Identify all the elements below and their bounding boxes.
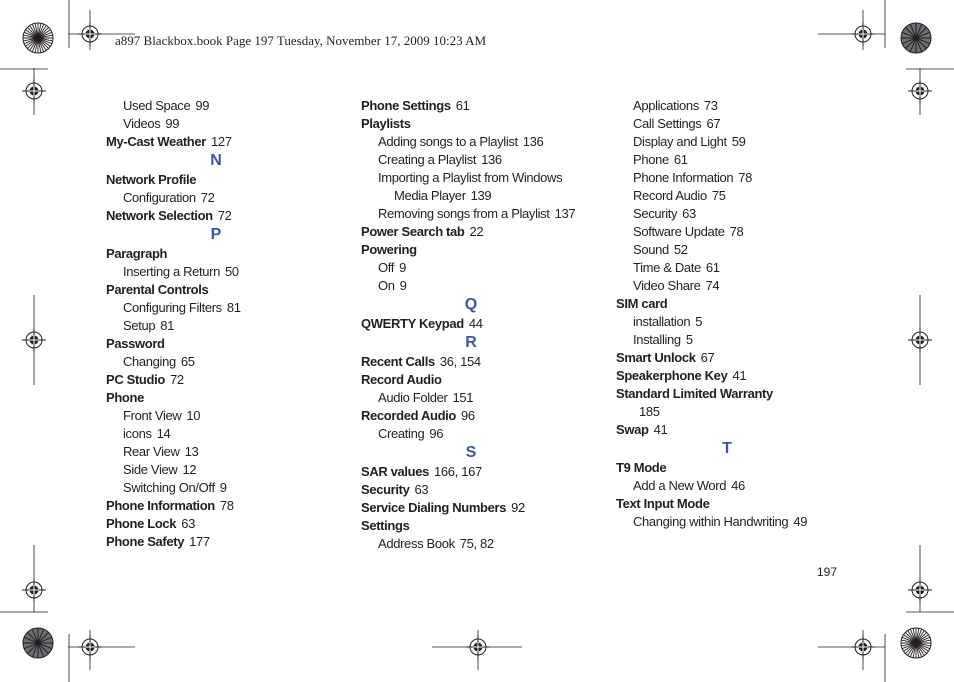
index-entry [106,515,336,533]
index-term: Smart Unlock [616,350,696,365]
index-term: Call Settings [633,116,702,131]
index-subentry [106,189,336,207]
index-term: Importing a Playlist from Windows [378,170,563,185]
page-reference: 99 [195,98,210,113]
page-reference: 61 [455,98,470,113]
index-term: PC Studio [106,372,165,387]
page-reference: 67 [706,116,721,131]
index-term: Phone [633,152,669,167]
index-subentry [106,97,336,115]
index-term: Configuring Filters [123,300,222,315]
page-reference: 63 [682,206,696,221]
page-reference: 49 [793,514,808,529]
index-term: Phone Safety [106,534,185,549]
index-subentry [106,263,336,281]
index-term: My-Cast Weather [106,134,206,149]
page-reference: 50 [225,264,239,279]
page-reference: 61 [673,152,688,167]
index-subentry [616,133,856,151]
index-term: Used Space [123,98,191,113]
section-letter-heading: Q [464,296,478,313]
page-reference: 13 [184,444,199,459]
page-reference: 65 [180,354,195,369]
index-subentry [361,277,601,295]
index-subentry [361,151,601,169]
index-term: Phone [106,390,144,405]
page-reference: 136 [522,134,544,149]
page-reference: 41 [653,422,668,437]
index-entry [616,495,856,513]
index-subentry [106,479,336,497]
index-subentry [361,133,601,151]
index-term: Paragraph [106,246,168,261]
index-subentry [616,97,856,115]
index-term: Recorded Audio [361,408,457,423]
page-reference: 96 [461,408,475,423]
index-term: Software Update [633,224,725,239]
index-column-3 [616,97,856,531]
page-reference: 63 [181,516,195,531]
index-term: SAR values [361,464,430,479]
index-entry [361,481,601,499]
print-slug-header: a897 Blackbox.book Page 197 Tuesday, November 17, 2009 10:23 AM [115,33,487,48]
index-term: Security [633,206,678,221]
section-letter-heading: T [722,440,732,457]
page-reference: 75 [711,188,726,203]
index-entry [361,241,601,259]
index-term: Password [106,336,165,351]
page-reference: 137 [554,206,576,221]
index-term: icons [123,426,152,441]
index-entry [106,171,336,189]
index-entry [106,133,336,151]
index-term: QWERTY Keypad [361,316,464,331]
index-subentry [361,389,601,407]
index-subentry [616,223,856,241]
index-entry [361,223,601,241]
page-reference: 81 [160,318,174,333]
section-letter-heading: R [465,334,477,351]
index-entry [361,499,601,517]
index-term: Time & Date [633,260,701,275]
index-term: Video Share [633,278,701,293]
index-term: Changing [123,354,176,369]
index-term: Text Input Mode [616,496,710,511]
page-reference: 92 [511,500,525,515]
index-subentry [616,277,856,295]
page-reference: 81 [226,300,241,315]
page-reference: 9 [399,260,406,275]
page-reference: 78 [738,170,753,185]
page-reference: 74 [705,278,720,293]
index-term: Installing [633,332,681,347]
index-term: Inserting a Return [123,264,221,279]
index-subentry [616,187,856,205]
index-entry [106,497,336,515]
index-term: Creating [378,426,425,441]
page-reference: 9 [399,278,407,293]
index-term: Audio Folder [378,390,448,405]
index-term: Parental Controls [106,282,209,297]
index-term: Security [361,482,410,497]
index-term: Powering [361,242,417,257]
index-term: Off [378,260,395,275]
page-reference: 177 [189,534,210,549]
index-term: Record Audio [633,188,707,203]
index-term: Phone Lock [106,516,177,531]
page-reference: 5 [685,332,693,347]
index-entry [106,207,336,225]
index-entry [361,407,601,425]
index-entry [106,533,336,551]
index-term: Recent Calls [361,354,435,369]
index-subentry [361,169,601,187]
index-subentry [106,353,336,371]
index-term: Add a New Word [633,478,727,493]
index-term: Playlists [361,116,411,131]
index-term: Changing within Handwriting [633,514,789,529]
index-entry [361,371,601,389]
index-subentry [616,205,856,223]
page-reference: 36, 154 [439,354,481,369]
page-reference: 99 [165,116,180,131]
page-reference: 72 [217,208,232,223]
section-letter-heading: S [465,444,477,461]
index-term: SIM card [616,296,668,311]
section-letter-heading: P [210,226,222,243]
index-subentry [361,205,601,223]
index-entry [106,371,336,389]
index-subentry [616,169,856,187]
index-subentry [106,443,336,461]
page-reference: 44 [468,316,483,331]
index-term: Speakerphone Key [616,368,728,383]
index-entry [106,281,336,299]
page-reference: 5 [695,314,703,329]
index-term: Address Book [378,536,455,551]
page-reference: 185 [639,404,660,419]
page-reference: 72 [169,372,184,387]
index-subentry [361,259,601,277]
index-entry [106,245,336,263]
index-column-1 [106,97,336,551]
index-subentry [616,241,856,259]
index-term: Videos [123,116,161,131]
index-term: Record Audio [361,372,442,387]
index-term: Configuration [123,190,196,205]
index-subentry [616,513,856,531]
index-entry [361,353,601,371]
index-entry [616,421,856,439]
index-subentry [616,313,856,331]
index-term: Swap [616,422,649,437]
page-reference: 139 [470,188,492,203]
index-term: Side View [123,462,178,477]
index-term: Removing songs from a Playlist [378,206,550,221]
index-term: Front View [123,408,182,423]
page-reference: 59 [731,134,746,149]
index-subentry [106,115,336,133]
page-reference: 75, 82 [459,536,494,551]
index-subentry [106,299,336,317]
page-reference: 73 [703,98,718,113]
index-term: Network Profile [106,172,197,187]
index-subentry [106,317,336,335]
section-letter-heading: N [210,152,222,169]
index-entry [616,367,856,385]
index-subentry [616,259,856,277]
page-reference: 78 [219,498,234,513]
index-term: Display and Light [633,134,727,149]
index-term: Setup [123,318,156,333]
page-reference: 52 [673,242,688,257]
index-term: On [378,278,395,293]
page-reference: 46 [731,478,745,493]
index-entry [616,349,856,367]
page-reference: 96 [429,426,444,441]
index-term: Phone Information [633,170,734,185]
page-reference: 14 [156,426,171,441]
page-reference: 41 [732,368,747,383]
index-entry [616,295,856,313]
index-subentry [361,187,601,205]
index-subentry [361,535,601,553]
index-subentry [616,477,856,495]
page-reference: 166, 167 [434,464,482,479]
index-subentry [361,425,601,443]
page-reference: 78 [729,224,744,239]
page-reference: 136 [481,152,502,167]
index-term: T9 Mode [616,460,667,475]
index-term: Phone Information [106,498,215,513]
index-entry [106,389,336,407]
page-reference: 22 [469,224,484,239]
index-subentry [616,115,856,133]
index-term: Sound [633,242,669,257]
index-entry [106,335,336,353]
index-term: Applications [633,98,699,113]
index-term: Network Selection [106,208,213,223]
page-reference: 10 [186,408,201,423]
index-term: Media Player [394,188,466,203]
index-term: Settings [361,518,410,533]
index-term: installation [633,314,691,329]
index-entry [361,97,601,115]
index-term: Phone Settings [361,98,451,113]
index-entry [616,385,856,403]
page-reference: 151 [452,390,474,405]
page-reference: 72 [200,190,215,205]
index-entry [616,459,856,477]
index-term: Switching On/Off [123,480,215,495]
index-subentry [616,403,856,421]
page-reference: 67 [700,350,715,365]
index-entry [361,315,601,333]
index-term: Standard Limited Warranty [616,386,773,401]
index-subentry [616,331,856,349]
index-term: Power Search tab [361,224,465,239]
index-entry [361,517,601,535]
index-term: Rear View [123,444,180,459]
page-reference: 127 [210,134,232,149]
index-term: Adding songs to a Playlist [378,134,518,149]
index-entry [361,463,601,481]
page-reference: 9 [219,480,227,495]
index-subentry [106,425,336,443]
page-reference: 61 [705,260,720,275]
index-entry [361,115,601,133]
page-reference: 12 [182,462,197,477]
index-subentry [106,461,336,479]
page-reference: 63 [414,482,429,497]
index-column-2 [361,97,601,553]
index-subentry [106,407,336,425]
index-term: Service Dialing Numbers [361,500,507,515]
page-number: 197 [817,565,838,579]
index-subentry [616,151,856,169]
index-term: Creating a Playlist [378,152,477,167]
